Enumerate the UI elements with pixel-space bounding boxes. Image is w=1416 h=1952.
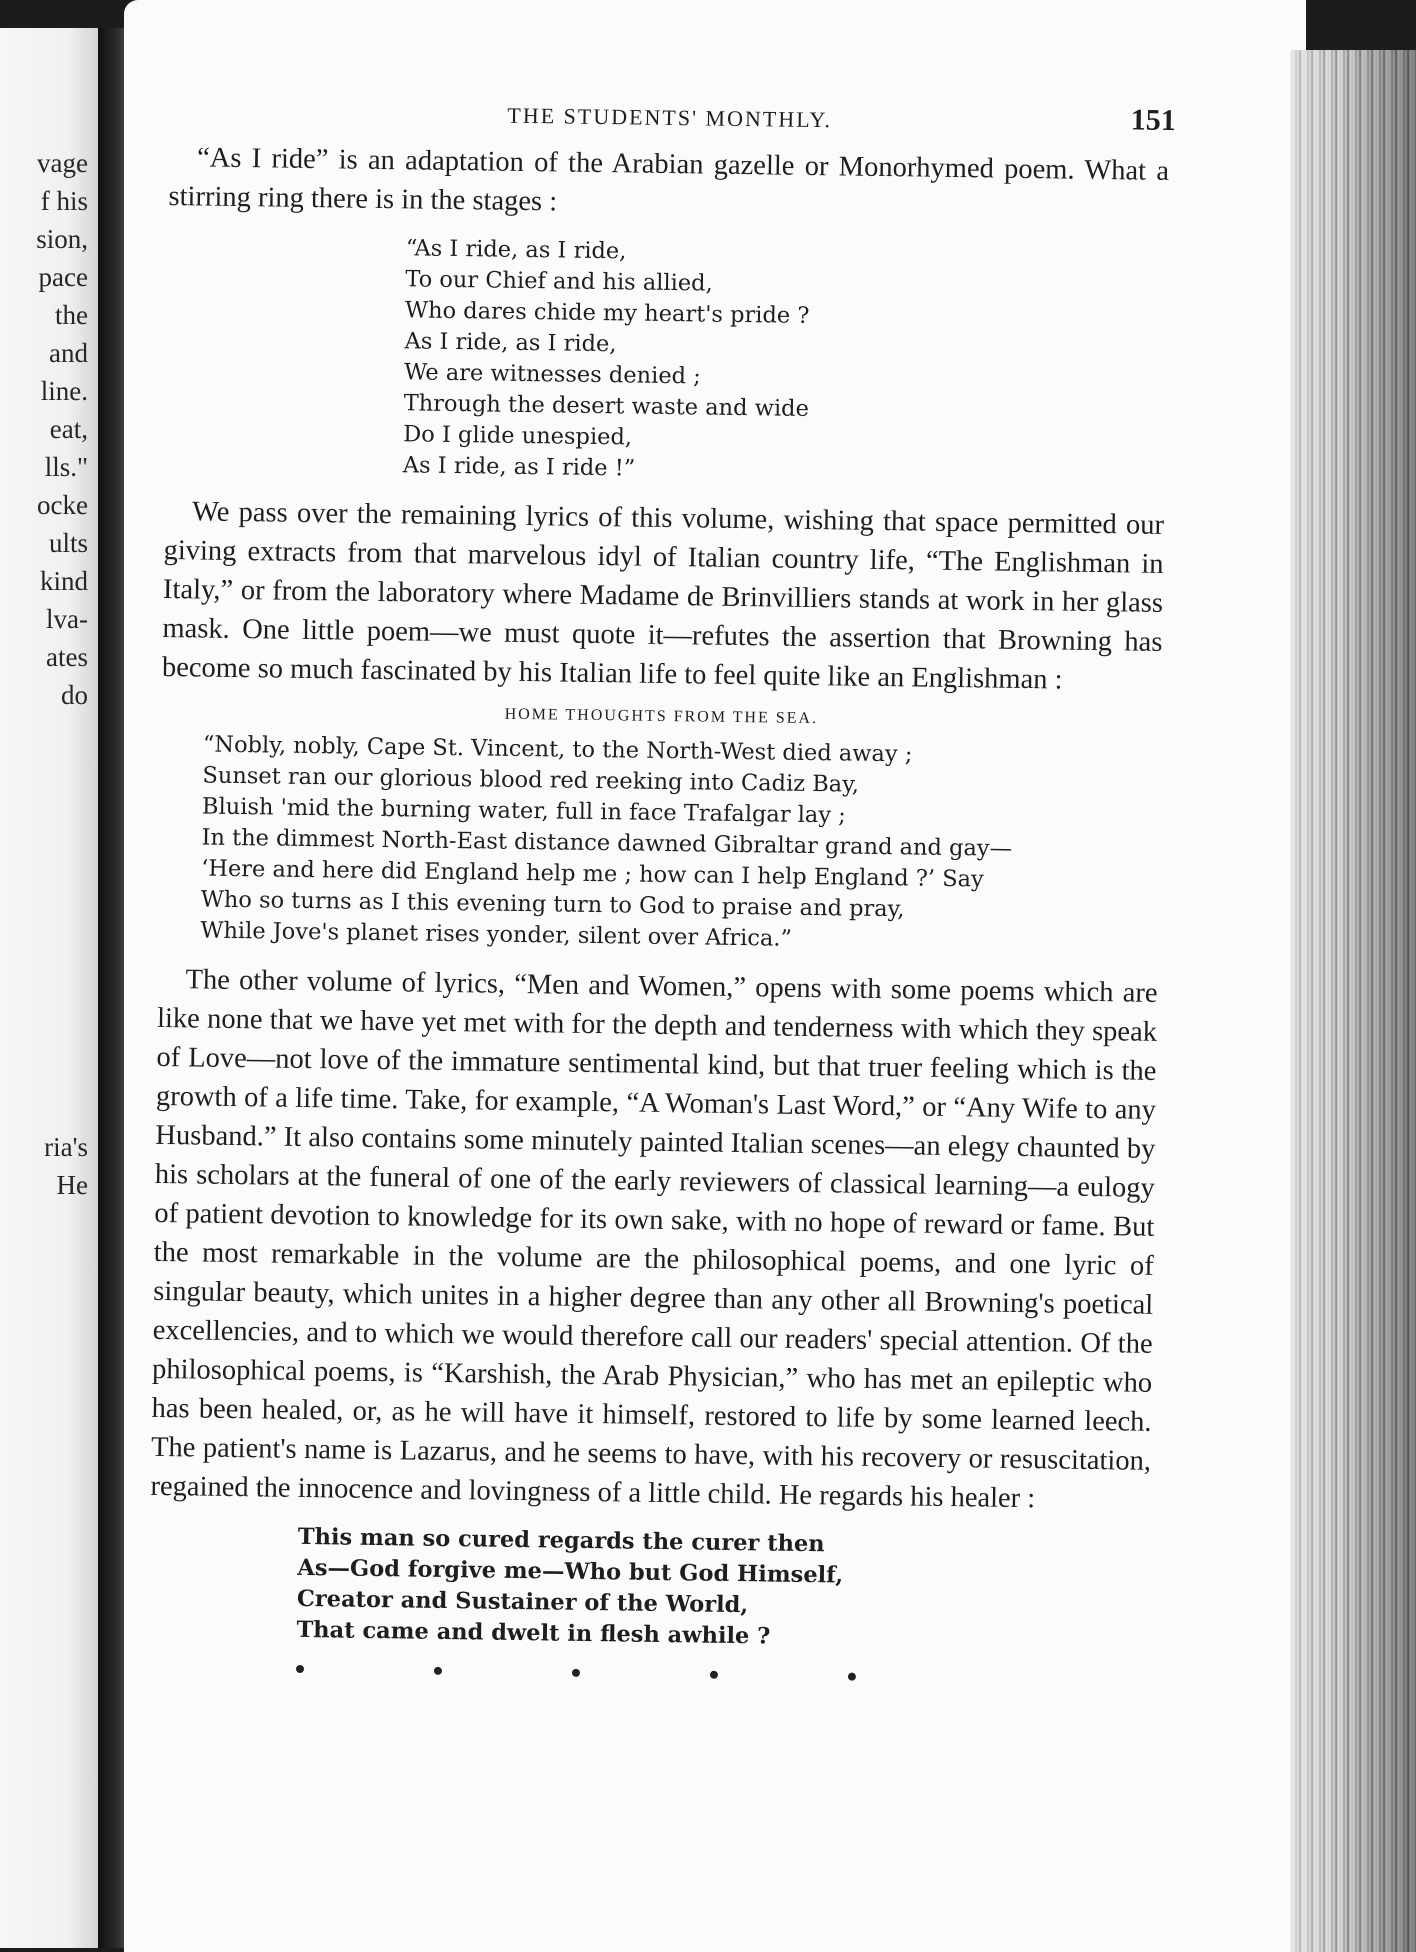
poem-title: HOME THOUGHTS FROM THE SEA. xyxy=(504,705,819,728)
dot xyxy=(434,1667,442,1675)
verse-line: Sunset ran our glorious blood red reeking into Cadiz Bay, xyxy=(202,762,860,798)
left-page-fragment: line. xyxy=(40,376,88,406)
left-page-fragment: pace xyxy=(38,262,88,292)
verse-line: While Jove's planet rises yonder, silent over Africa.” xyxy=(200,917,793,952)
verse-block xyxy=(165,230,1168,492)
verse-line: In the dimmest North-East distance dawned Gibraltar grand and gay— xyxy=(201,824,1013,862)
verse-line: Through the desert waste and wide xyxy=(403,390,810,422)
verse-line: Who dares chide my heart's pride ? xyxy=(404,297,810,329)
verse-line: That came and dwelt in flesh awhile ? xyxy=(296,1616,771,1650)
left-page-fragment: sion, xyxy=(36,224,88,254)
running-title: THE STUDENTS' MONTHLY. xyxy=(507,102,833,133)
left-page-fragment: and xyxy=(49,338,88,368)
verse-line: To our Chief and his allied, xyxy=(405,266,713,297)
verse-line: As—God forgive me—Who but God Himself, xyxy=(297,1554,844,1589)
left-page-fragment: ults xyxy=(48,528,88,558)
paragraph: We pass over the remaining lyrics of this volume, wishing that space permitted our giving extracts from that marvelous idyl of Italian country life, “The Englishman in Italy,” or from the laboratory where Madame de Brinvilliers stands at work in her glass mask. One little poem—we must quote it—refutes the assertion that Browning has become so much fascinated by his Italian life to feel quite like an Englishman : xyxy=(161,496,1165,696)
article-body xyxy=(148,138,1170,1702)
page-number: 151 xyxy=(1130,103,1176,138)
left-page-fragment: do xyxy=(61,680,88,710)
verse-line: Do I glide unespied, xyxy=(403,421,633,451)
page-content xyxy=(148,92,1176,1702)
left-page-fragment: eat, xyxy=(49,414,88,444)
left-page-fragment: vage xyxy=(37,148,88,178)
dot xyxy=(710,1671,718,1679)
left-page-fragment: He xyxy=(56,1170,88,1200)
left-page-fragment: the xyxy=(55,300,88,330)
verse-line: “As I ride, as I ride, xyxy=(405,235,627,265)
dot xyxy=(572,1669,580,1677)
verse-line: Bluish 'mid the burning water, full in face Trafalgar lay ; xyxy=(201,793,846,829)
verse-line: As I ride, as I ride, xyxy=(404,328,617,358)
left-page-fragment: f his xyxy=(40,186,88,216)
left-page-fragment: ocke xyxy=(37,490,88,520)
verse-line: Creator and Sustainer of the World, xyxy=(296,1585,749,1619)
verse-line: “Nobly, nobly, Cape St. Vincent, to the North-West died away ; xyxy=(202,731,913,768)
page-stack-edge xyxy=(1290,50,1416,1952)
dot xyxy=(848,1673,856,1681)
verse-block xyxy=(158,729,1161,960)
paragraph: The other volume of lyrics, “Men and Women,” opens with some poems which are like none that we have yet met with for the depth and tenderness with which they speak of Love—not love of the immature sentimental kind, but that truer feeling which is the growth of a life time. Take, for example, “A Woman's Last Word,” or “Any Wife to any Husband.” It also contains some minutely painted Italian scenes—an elegy chaunted by his scholars at the funeral of one of the early reviewers of classical learning—a eulogy of patient devotion to knowledge for its own sake, with no hope of reward or fame. But the most remarkable in the volume are the philosophical poems, and one lyric of singular beauty, which unites in a higher degree than any other all Browning's poetical excellencies, and to which we would therefore call our readers' special attention. Of the philosophical poems, is “Karshish, the Arab Physician,” who has met an epileptic who has been healed, or, as he will have it himself, restored to life by some learned leech. The patient's name is Lazarus, and he seems to have, with his recovery or resuscitation, regained the innocence and lovingness of a little child. He regards his healer : xyxy=(150,964,1158,1515)
left-page-fragment: lva- xyxy=(46,604,88,634)
left-page-fragment: kind xyxy=(39,566,88,596)
verse-line: As I ride, as I ride !” xyxy=(402,452,636,482)
paragraph: “As I ride” is an adaptation of the Arabian gazelle or Monorhymed poem. What a stirring ring there is in the stages : xyxy=(168,142,1170,218)
dot xyxy=(296,1665,304,1673)
verse-line: We are witnesses denied ; xyxy=(403,359,701,390)
verse-line: Who so turns as I this evening turn to God to praise and pray, xyxy=(200,886,905,923)
verse-line: ‘Here and here did England help me ; how can I help England ?’ Say xyxy=(200,855,984,893)
verse-block xyxy=(148,1520,1150,1658)
verse-line: This man so cured regards the curer then xyxy=(297,1523,825,1558)
left-page-fragment: ates xyxy=(46,642,88,672)
left-page-fragment: lls." xyxy=(44,452,88,482)
left-page-fragment: ria's xyxy=(44,1132,88,1162)
left-page-edge xyxy=(0,28,98,1948)
